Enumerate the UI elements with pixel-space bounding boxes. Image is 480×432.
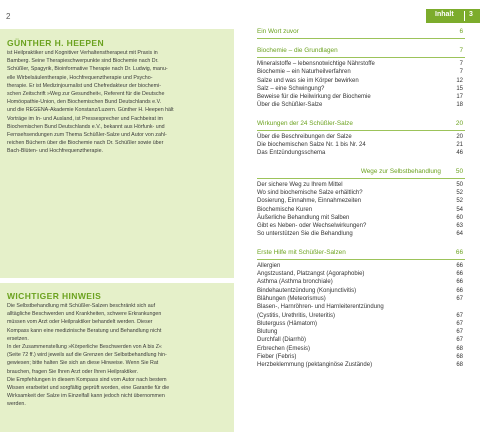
notice-text <box>7 302 169 409</box>
author-heading: GÜNTHER H. HEEPEN <box>7 38 105 48</box>
text-line: Die Selbstbehandlung mit Schüßler-Salzen beschränkt sich auf <box>7 303 156 309</box>
toc-entry-page: 67 <box>456 320 463 327</box>
toc-entry[interactable] <box>257 102 465 110</box>
toc-entry-page: 66 <box>456 287 463 294</box>
toc-entry-page: 21 <box>456 142 463 149</box>
toc-entry[interactable] <box>257 61 465 69</box>
toc-entry-page: 20 <box>456 133 463 140</box>
toc-section-page: 6 <box>459 28 463 35</box>
text-line: ist Heilpraktiker und Kognitiver Verhaltenstherapeut mit Praxis in <box>7 50 158 56</box>
toc-entry[interactable] <box>257 321 465 329</box>
toc-entry[interactable] <box>257 337 465 345</box>
toc-entry-page: 17 <box>456 94 463 101</box>
toc-entry-title: Gibt es Neben- oder Wechselwirkungen? <box>257 223 367 230</box>
toc-section-heading[interactable] <box>257 42 465 58</box>
toc-entry-title: Blutung <box>257 329 278 336</box>
text-line: alltägliche Beschwerden und Krankheiten, schwere Erkrankungen <box>7 311 162 318</box>
toc-entry[interactable] <box>257 134 465 142</box>
toc-entry-page: 64 <box>456 231 463 238</box>
toc-entry-title: Salz – eine Schwingung? <box>257 85 325 92</box>
toc-entry[interactable] <box>257 263 465 271</box>
toc-section-title: Wege zur Selbstbehandlung <box>360 167 441 175</box>
text-line: reichen Büchern über die Biochemie nach Dr. Schüßler sowie über <box>7 140 164 147</box>
author-box <box>0 29 234 278</box>
toc-section-heading[interactable] <box>257 163 465 179</box>
toc-entry[interactable] <box>257 190 465 198</box>
toc-section-page: 20 <box>455 119 463 127</box>
notice-heading: WICHTIGER HINWEIS <box>7 291 102 301</box>
toc-entry-title: Der sichere Weg zu Ihrem Mittel <box>257 181 343 188</box>
toc-entry-page: 46 <box>456 150 463 157</box>
toc-section-title: Ein Wort zuvor <box>257 28 299 35</box>
text-line: Bamberg. Seine Therapieschwerpunkte sind Biochemie nach Dr. <box>7 58 159 65</box>
toc-entry-page: 68 <box>456 362 463 369</box>
toc-entry-title: Herzbeklemmung (pektanginöse Zustände) <box>257 362 373 369</box>
toc-entry[interactable] <box>257 346 465 354</box>
toc-entry-title: Durchfall (Diarrhö) <box>257 337 307 344</box>
text-line: Kompass kann eine medizinische Beratung und Behandlung nicht <box>7 327 162 334</box>
toc-entry-page: 12 <box>456 77 463 84</box>
notice-box <box>0 283 234 432</box>
header-tab-label: Inhalt <box>435 11 454 18</box>
toc-section-page: 7 <box>459 47 463 54</box>
toc-entry-page: 66 <box>456 262 463 269</box>
toc-entry-page: 67 <box>456 295 463 302</box>
toc-entry[interactable] <box>257 142 465 150</box>
toc-entry-title: Bindehautentzündung (Konjunctivitis) <box>257 287 357 294</box>
toc-entry[interactable] <box>257 150 465 158</box>
toc-entry-page: 15 <box>456 85 463 92</box>
text-line: Fernsehsendungen zum Thema Schüßler-Salze und Autor von zahl- <box>7 132 167 139</box>
toc-entry-page: 66 <box>456 271 463 278</box>
text-line: gewiesen; bitte halten Sie sich an diese Hinweise. Wenn Sie Rat <box>7 360 159 367</box>
toc-entry-title: Allergien <box>257 262 281 269</box>
text-line: elle Wirbelsäulentherapie, Hochfrequenztherapie und Psycho- <box>7 74 153 81</box>
toc-section-heading[interactable] <box>257 244 465 260</box>
author-bio <box>7 49 174 156</box>
toc-section-heading[interactable] <box>257 23 465 39</box>
text-line: Biochemischen Bund Deutschlands e.V., bekannt aus Hörfunk- und <box>7 123 165 130</box>
toc-entry-title: (Cystitis, Urethritis, Ureteritis) <box>257 312 336 319</box>
toc-entry[interactable] <box>257 288 465 296</box>
toc-entry[interactable] <box>257 223 465 231</box>
toc-entry-title: Salze und was sie im Körper bewirken <box>257 77 359 84</box>
toc-entry[interactable] <box>257 215 465 223</box>
toc-entry-page: 7 <box>459 61 463 67</box>
toc-entry-title: Äußerliche Behandlung mit Salben <box>257 214 350 221</box>
toc-entry[interactable] <box>257 329 465 337</box>
toc-entry-title: Blasen-, Harnröhren- und Harnleiterentzündung <box>257 304 384 311</box>
text-line: müssen vom Arzt oder Heilpraktiker behandelt werden. Dieser <box>7 319 153 326</box>
toc-entry[interactable] <box>257 354 465 362</box>
toc-entry-title: Mineralstoffe – lebensnotwichtige Nährstoffe <box>257 61 375 67</box>
toc-entry-page: 68 <box>456 345 463 352</box>
toc-entry-title: Über die Schüßler-Salze <box>257 102 323 109</box>
toc-entry-title: Dosierung, Einnahme, Einnahmezeiten <box>257 198 362 205</box>
toc-entry-title: Über die Beschreibungen der Salze <box>257 133 352 140</box>
toc-entry-title: Das Entzündungsschema <box>257 150 326 157</box>
text-line: (Seite 72 ff.) wird jeweils auf die Grenzen der Selbstbehandlung hin- <box>7 352 167 359</box>
toc-entry-page: 7 <box>459 69 463 76</box>
text-line: Wissen erarbeitet und sorgfältig geprüft worden, eine Garantie für die <box>7 385 170 392</box>
text-line: schen Zeitschrift »Weg zur Gesundheit«, Referent für die Deutsche <box>7 91 165 98</box>
toc-entry-page: 67 <box>456 312 463 319</box>
toc-section-title: Biochemie – die Grundlagen <box>257 47 338 54</box>
header-tab-separator <box>464 11 465 21</box>
toc-entry[interactable] <box>257 279 465 287</box>
toc-section-page: 50 <box>455 167 463 175</box>
toc-entry[interactable] <box>257 304 465 312</box>
left-page-number: 2 <box>6 12 11 21</box>
toc-entry-title: Biochemische Kuren <box>257 206 313 213</box>
toc-entry[interactable] <box>257 313 465 321</box>
toc-entry-page: 67 <box>456 337 463 344</box>
toc-entry[interactable] <box>257 207 465 215</box>
toc-entry[interactable] <box>257 296 465 304</box>
text-line: Wirksamkeit der Salze im Einzelfall kann jedoch nicht übernommen <box>7 393 165 400</box>
text-line: und die REGENA-Akademie Konstanz/Luzern. Günther H. Heepen hält <box>7 107 174 114</box>
table-of-contents <box>257 23 465 375</box>
toc-entry[interactable] <box>257 182 465 190</box>
toc-section-title: Erste Hilfe mit Schüßler-Salzen <box>257 248 346 256</box>
toc-entry-title: Wo sind biochemische Salze erhältlich? <box>257 189 363 196</box>
toc-entry-page: 60 <box>456 214 463 221</box>
toc-entry-page: 52 <box>456 189 463 196</box>
toc-entry[interactable] <box>257 69 465 77</box>
text-line: In der Zusammenstellung »Körperliche Beschwerden von A bis Z« <box>7 344 162 351</box>
toc-section-heading[interactable] <box>257 115 465 131</box>
toc-entry-page: 63 <box>456 223 463 230</box>
toc-entry[interactable] <box>257 198 465 206</box>
text-line: Die Empfehlungen in diesem Kompass sind vom Autor nach bestem <box>7 376 167 383</box>
toc-entry-page: 66 <box>456 279 463 286</box>
text-line: Homöopathie-Union, den Biochemischen Bund Deutschlands e.V. <box>7 99 162 106</box>
text-line: Schüßler, Spagyrik, Bioinformative Therapie nach Dr. Ludwig, manu- <box>7 66 168 73</box>
toc-section-page: 66 <box>455 248 463 256</box>
toc-entry[interactable] <box>257 78 465 86</box>
toc-entry-page: 68 <box>456 354 463 361</box>
toc-entry-page: 50 <box>456 181 463 188</box>
text-line: brauchen, fragen Sie Ihren Arzt oder Ihren Heilpraktiker. <box>7 368 139 375</box>
toc-entry-page: 54 <box>456 206 463 213</box>
toc-entry-title: Biochemie – ein Naturheilverfahren <box>257 69 351 76</box>
text-line: Vorträge im In- und Ausland, ist Pressesprecher und Fachbeirat im <box>7 115 164 122</box>
toc-entry-title: Fieber (Febris) <box>257 354 297 361</box>
toc-entry-title: Asthma (Asthma bronchiale) <box>257 279 333 286</box>
text-line: werden. <box>7 401 26 408</box>
header-tab <box>426 9 480 23</box>
toc-entry-title: Blähungen (Meteorismus) <box>257 295 326 302</box>
text-line: ersetzen. <box>7 335 29 342</box>
toc-entry-title: So unterstützen Sie die Behandlung <box>257 231 353 238</box>
text-line: Bach-Blüten- und Hochfrequenztherapie. <box>7 148 103 155</box>
toc-entry-page: 52 <box>456 198 463 205</box>
toc-entry-title: Beweise für die Heilwirkung der Biochemie <box>257 94 371 101</box>
toc-entry-title: Erbrechen (Emesis) <box>257 345 311 352</box>
toc-entry-title: Bluterguss (Hämatom) <box>257 320 318 327</box>
toc-entry[interactable] <box>257 231 465 239</box>
right-page-number: 3 <box>469 11 473 18</box>
toc-entry[interactable] <box>257 86 465 94</box>
toc-section-title: Wirkungen der 24 Schüßler-Salze <box>257 119 353 127</box>
toc-entry[interactable] <box>257 271 465 279</box>
text-line: therapie. Er ist Medizinjournalist und Chefredakteur der biochemi- <box>7 82 161 89</box>
toc-entry[interactable] <box>257 362 465 370</box>
toc-spacer <box>257 371 465 375</box>
toc-entry-title: Angstzustand, Platzangst (Agoraphobie) <box>257 271 365 278</box>
toc-entry-page: 67 <box>456 329 463 336</box>
toc-entry-title: Die biochemischen Salze Nr. 1 bis Nr. 24 <box>257 142 366 149</box>
toc-entry-page: 18 <box>456 102 463 109</box>
